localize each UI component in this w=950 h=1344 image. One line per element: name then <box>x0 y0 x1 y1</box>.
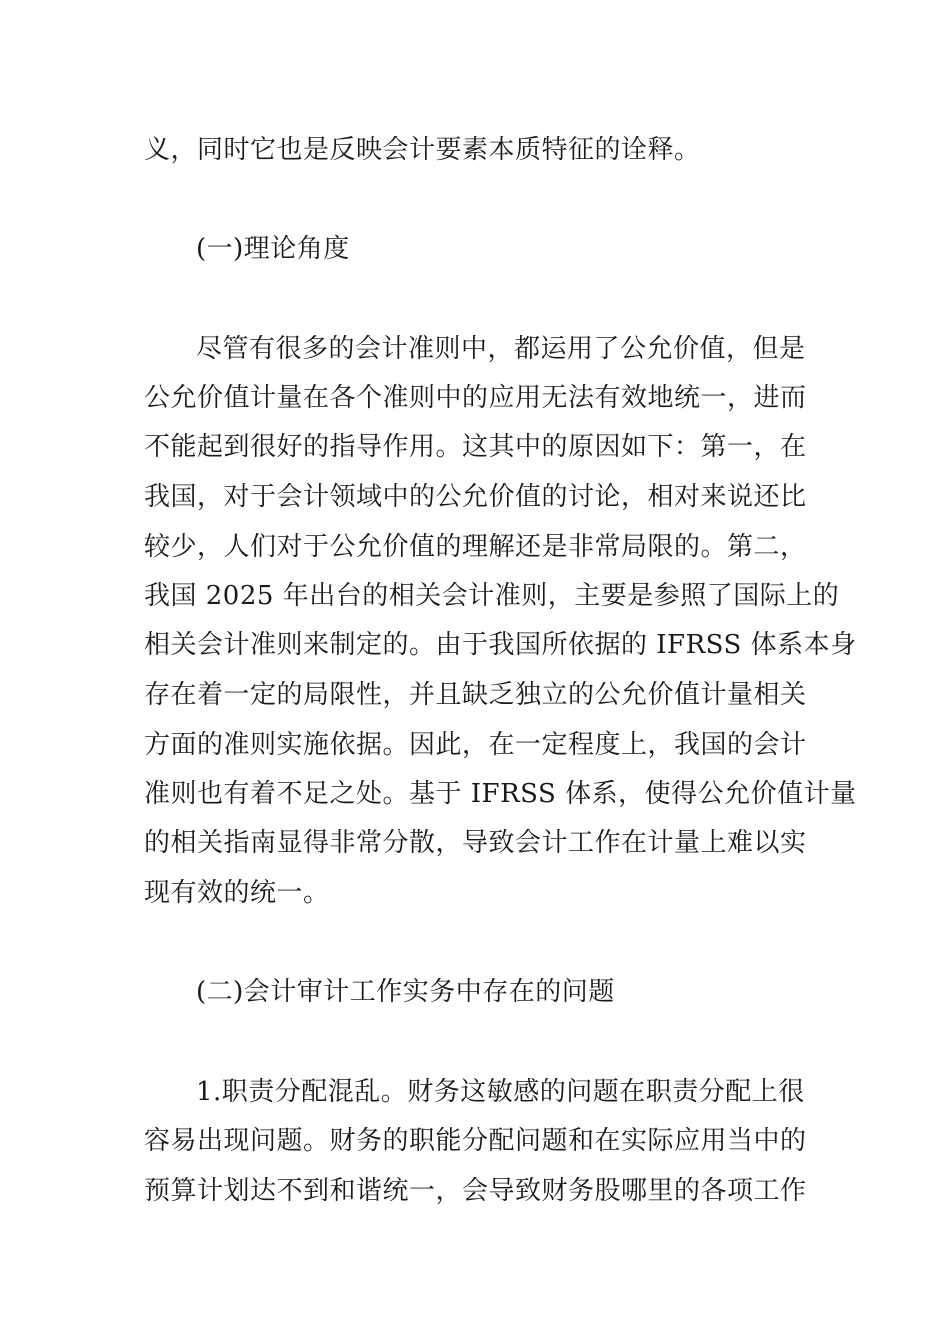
text-line: 我国 2025 年出台的相关会计准则，主要是参照了国际上的 <box>144 581 840 611</box>
section-heading: (一)理论角度 <box>196 234 350 264</box>
text-line: 现有效的统一。 <box>144 878 330 908</box>
text-line: 公允价值计量在各个准则中的应用无法有效地统一，进而 <box>144 383 807 413</box>
text-line: 预算计划达不到和谐统一，会导致财务股哪里的各项工作 <box>144 1176 807 1206</box>
text-line: 我国，对于会计领域中的公允价值的讨论，相对来说还比 <box>144 482 807 512</box>
text-line: 1.职责分配混乱。财务这敏感的问题在职责分配上很 <box>196 1077 805 1107</box>
text-line: 不能起到很好的指导作用。这其中的原因如下：第一，在 <box>144 432 807 462</box>
text-line: 尽管有很多的会计准则中，都运用了公允价值，但是 <box>196 334 806 364</box>
text-line: 容易出现问题。财务的职能分配问题和在实际应用当中的 <box>144 1126 807 1156</box>
section-heading: (二)会计审计工作实务中存在的问题 <box>196 977 615 1007</box>
text-line: 较少，人们对于公允价值的理解还是非常局限的。第二， <box>144 532 807 562</box>
text-line: 存在着一定的局限性，并且缺乏独立的公允价值计量相关 <box>144 680 807 710</box>
text-line: 准则也有着不足之处。基于 IFRSS 体系，使得公允价值计量 <box>144 779 857 809</box>
text-line: 方面的准则实施依据。因此，在一定程度上，我国的会计 <box>144 730 807 760</box>
text-line: 义，同时它也是反映会计要素本质特征的诠释。 <box>144 135 701 165</box>
text-line: 的相关指南显得非常分散，导致会计工作在计量上难以实 <box>144 828 807 858</box>
text-line: 相关会计准则来制定的。由于我国所依据的 IFRSS 体系本身 <box>144 630 857 660</box>
